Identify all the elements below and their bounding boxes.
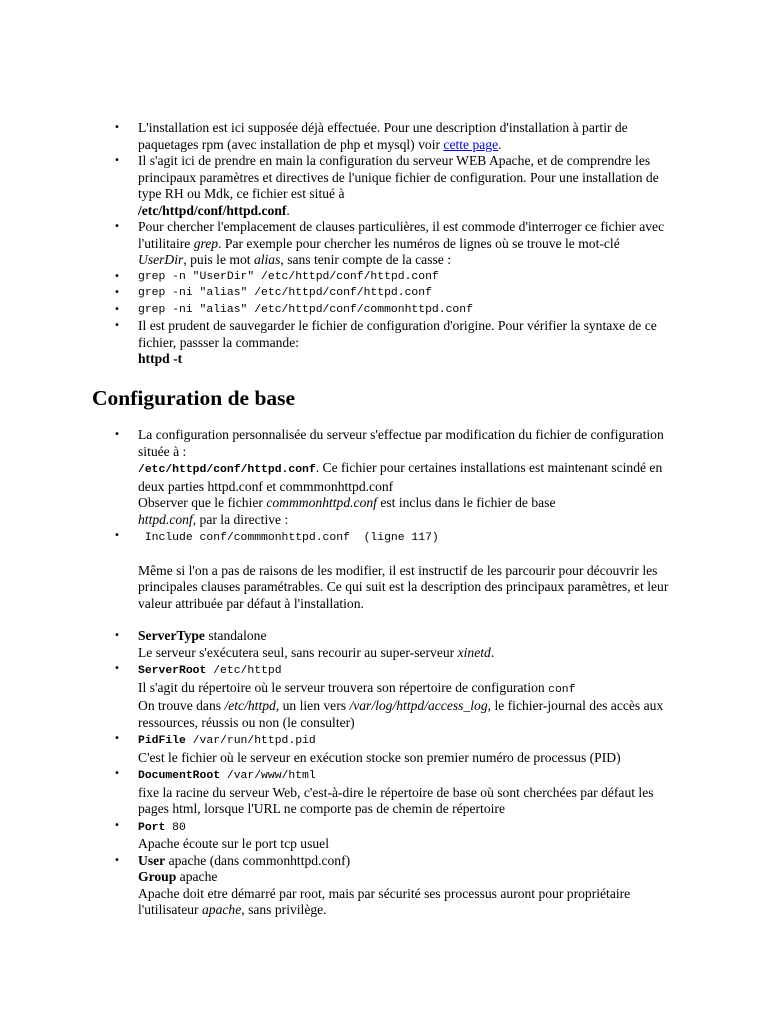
param-pidfile: • PidFile /var/run/httpd.pid C'est le fichier où le serveur en exécution stocke son premier numéro de processus (PID) (138, 731, 678, 766)
list-item-grep: • Pour chercher l'emplacement de clauses particulières, il est commode d'interroger ce fichier avec l'utilitaire grep. Par exemple pour chercher les numéros de lignes où se trouve le mot-clé UserDir, puis le mot alias, sans tenir compte de la casse : (138, 219, 668, 269)
include-directive: Include conf/commmonhttpd.conf (ligne 117) (138, 532, 439, 544)
list-item-installation: • L'installation est ici supposée déjà effectuée. Pour une description d'installation à partir de paquetages rpm (avec installation de php et mysql) voir cette page. (138, 120, 668, 153)
httpd-conf-path: /etc/httpd/conf/httpd.conf (138, 464, 316, 476)
httpd-test-command: httpd -t (138, 351, 183, 366)
param-user: • User apache (dans commonhttpd.conf) Group apache Apache doit etre démarré par root, mais par sécurité ses processus auront pour propriétaire l'utilisateur apache, sans privilège. (138, 853, 678, 919)
list-item-backup: • Il est prudent de sauvegarder le fichier de configuration d'origine. Pour vérifier la syntaxe de ce fichier, passser la commande: httpd -t (138, 318, 668, 368)
config-path: /etc/httpd/conf/httpd.conf (138, 202, 287, 218)
section-heading: Configuration de base (92, 386, 296, 410)
list-item-include (138, 528, 678, 628)
param-documentroot: • DocumentRoot /var/www/html fixe la racine du serveur Web, c'est-à-dire le répertoire de base où sont cherchées par défaut les pages html, lorsque l'URL ne comporte pas de chemin de répertoire (138, 766, 678, 818)
param-port: • Port 80 Apache écoute sur le port tcp usuel (138, 818, 678, 853)
intro-list (138, 120, 668, 368)
list-item-configuration: • Il s'agit ici de prendre en main la configuration du serveur WEB Apache, et de comprendre les principaux paramètres et directives de l'unique fichier de configuration. Pour une installation de type RH ou Mdk, ce fichier est situé à /etc/httpd/conf/httpd.conf. (138, 153, 668, 219)
param-serverroot: • ServerRoot /etc/httpd Il s'agit du répertoire où le serveur trouvera son répertoire de configuration conf On trouve dans /etc/httpd, un lien vers /var/log/httpd/access_log, le fichier-journal des accès aux ressources, réussis ou non (le consulter) (138, 661, 678, 731)
parameters-paragraph: Même si l'on a pas de raisons de les modifier, il est instructif de les parcourir pour découvrir les principales clauses paramétrables. Ce qui suit est la description des principaux paramètres, et leur valeur attribuée par défaut à l'installation. (138, 562, 669, 611)
cette-page-link[interactable]: cette page (443, 136, 499, 152)
config-list (138, 427, 678, 919)
list-item-config-intro: • La configuration personnalisée du serveur s'effectue par modification du fichier de configuration située à : /etc/httpd/conf/httpd.conf. Ce fichier pour certaines installations est maintenant scindé en deux parties httpd.conf et commmonhttpd.conf Observer que le fichier commmonhttpd.conf est inclus dans le fichier de base httpd.conf, par la directive : (138, 427, 678, 528)
grep-command-2: • grep -ni "alias" /etc/httpd/conf/httpd.conf (138, 285, 668, 302)
grep-command-1: • grep -n "UserDir" /etc/httpd/conf/httpd.conf (138, 269, 668, 286)
grep-command-3: • grep -ni "alias" /etc/httpd/conf/commonhttpd.conf (138, 302, 668, 319)
param-servertype: • ServerType standalone Le serveur s'exécutera seul, sans recourir au super-serveur xinetd. (138, 628, 678, 661)
